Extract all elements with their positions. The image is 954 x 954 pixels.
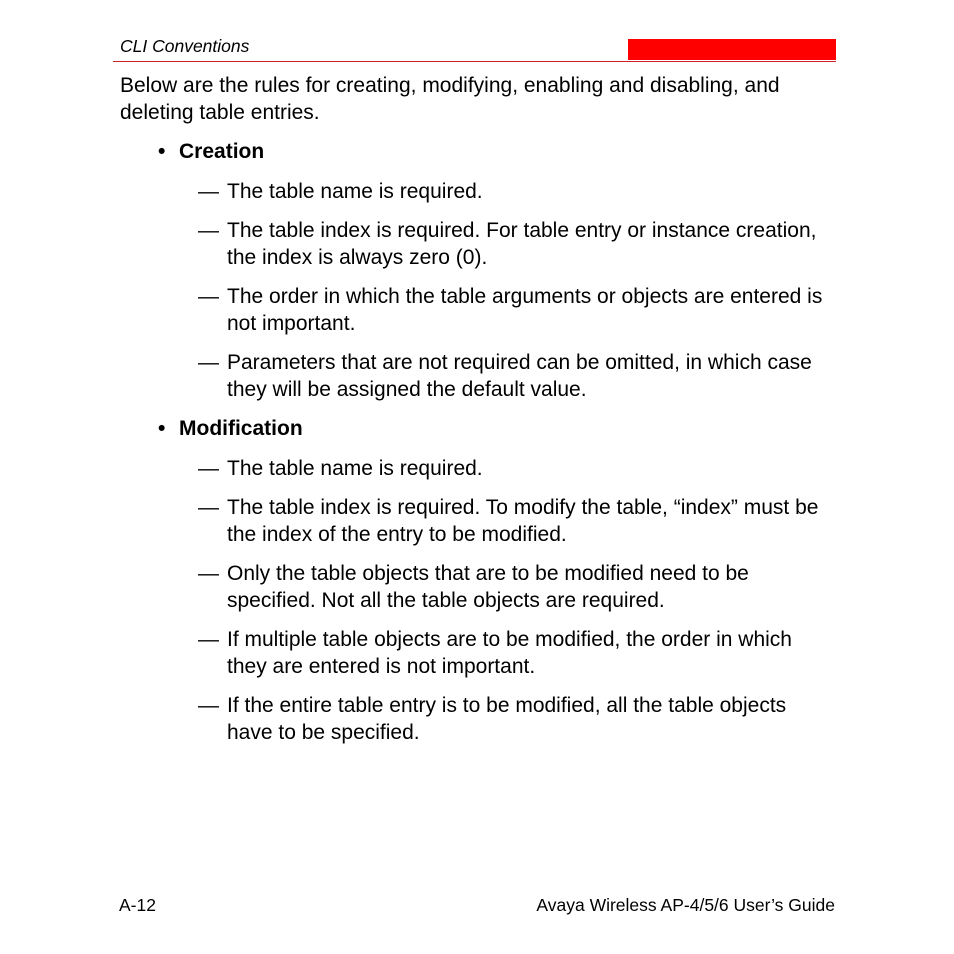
em-dash-icon: —: [198, 628, 219, 651]
list-item-text: If the entire table entry is to be modified, all the table objects have to be specified.: [227, 694, 787, 744]
list-item: [120, 284, 836, 337]
running-header-title: CLI Conventions: [120, 36, 250, 56]
em-dash-icon: —: [198, 562, 219, 585]
list-item: [120, 495, 836, 548]
em-dash-icon: —: [198, 285, 219, 308]
section-heading-label: Modification: [179, 417, 303, 440]
list-item-text: If multiple table objects are to be modified, the order in which they are entered is not important.: [227, 628, 792, 678]
page-body: [120, 73, 836, 759]
list-item-text: The table name is required.: [227, 179, 483, 203]
list-item-text: The table index is required. To modify the table, “index” must be the index of the entry to be modified.: [227, 496, 819, 546]
intro-paragraph: Below are the rules for creating, modifying, enabling and disabling, and deleting table entries.: [120, 74, 780, 124]
list-item: [120, 179, 836, 206]
em-dash-icon: —: [198, 351, 219, 374]
section-creation: [120, 139, 836, 403]
bullet-icon: •: [158, 417, 166, 440]
rule-list: [120, 456, 836, 747]
list-item-text: The table index is required. For table entry or instance creation, the index is always zero (0).: [227, 219, 817, 269]
header-divider: [113, 61, 836, 62]
rule-list: [120, 179, 836, 404]
section-heading-label: Creation: [179, 140, 265, 163]
section-heading: [120, 139, 836, 166]
em-dash-icon: —: [198, 219, 219, 242]
em-dash-icon: —: [198, 179, 219, 203]
list-item: [120, 218, 836, 271]
em-dash-icon: —: [198, 694, 219, 717]
list-item-text: The table name is required.: [227, 456, 483, 480]
page-number: A-12: [119, 895, 156, 915]
list-item: [120, 627, 836, 680]
em-dash-icon: —: [198, 456, 219, 480]
em-dash-icon: —: [198, 496, 219, 519]
list-item: [120, 456, 836, 483]
section-modification: [120, 416, 836, 746]
list-item-text: The order in which the table arguments or objects are entered is not important.: [227, 285, 823, 335]
list-item: [120, 693, 836, 746]
guide-title: Avaya Wireless AP-4/5/6 User’s Guide: [536, 895, 835, 915]
list-item-text: Only the table objects that are to be modified need to be specified. Not all the table objects are required.: [227, 562, 749, 612]
list-item: [120, 561, 836, 614]
list-item: [120, 350, 836, 403]
section-heading: [120, 416, 836, 443]
list-item-text: Parameters that are not required can be omitted, in which case they will be assigned the default value.: [227, 351, 812, 401]
header-accent-bar: [628, 39, 836, 60]
bullet-icon: •: [158, 140, 166, 163]
